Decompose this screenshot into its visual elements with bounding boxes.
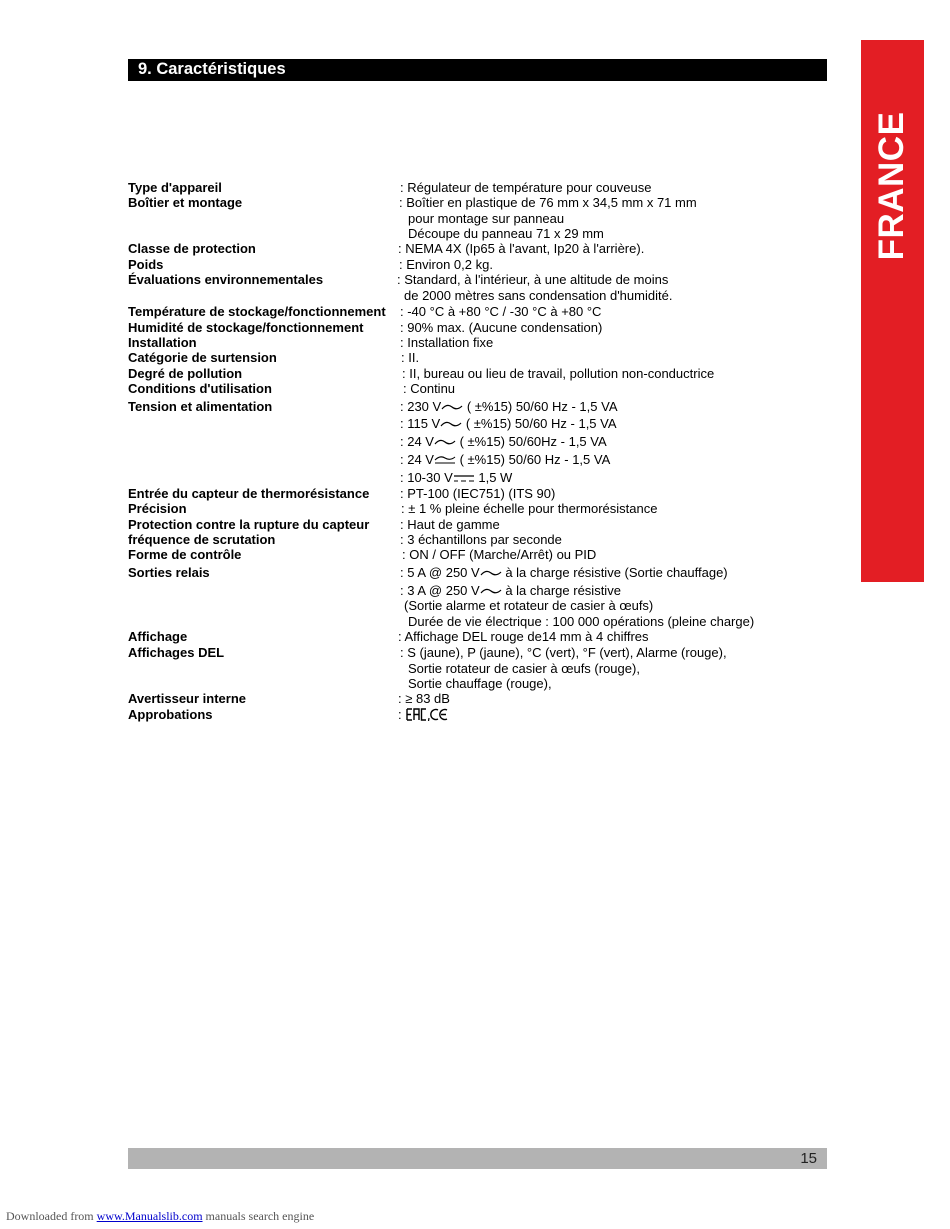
spec-value: Découpe du panneau 71 x 29 mm — [408, 226, 604, 241]
spec-value-text: : 24 V — [400, 434, 434, 449]
download-note-prefix: Downloaded from — [6, 1209, 97, 1223]
spec-value — [400, 470, 512, 486]
spec-label: Tension et alimentation — [128, 399, 273, 414]
spec-row-avertisseur — [0, 691, 950, 707]
ac-symbol-icon — [480, 586, 502, 596]
spec-row-boitier — [0, 195, 950, 211]
spec-row-temperature — [0, 304, 950, 320]
spec-label: Avertisseur interne — [128, 691, 247, 706]
spec-value-text: à la charge résistive (Sortie chauffage) — [501, 565, 728, 580]
spec-value: : NEMA 4X (Ip65 à l'avant, Ip20 à l'arrière). — [398, 241, 645, 256]
spec-value: : Standard, à l'intérieur, à une altitude de moins — [397, 272, 669, 287]
spec-row-relais-cont — [0, 598, 950, 614]
spec-row-relais — [0, 565, 950, 581]
spec-value-text: ( ±%15) 50/60 Hz - 1,5 VA — [463, 399, 618, 414]
spec-value: : ± 1 % pleine échelle pour thermorésistance — [401, 501, 658, 516]
spec-value — [400, 434, 607, 450]
dc-symbol-icon — [453, 473, 475, 483]
spec-value: : -40 °C à +80 °C / -30 °C à +80 °C — [400, 304, 602, 319]
spec-value — [400, 565, 728, 581]
spec-label: Affichage — [128, 629, 188, 644]
spec-row-boitier-cont — [0, 211, 950, 227]
spec-value-text: ( ±%15) 50/60 Hz - 1,5 VA — [455, 452, 611, 467]
spec-value-text: : 24 V — [400, 452, 434, 467]
download-note — [6, 1209, 314, 1224]
spec-row-forme — [0, 547, 950, 563]
ac-symbol-icon — [440, 419, 462, 429]
spec-label: Classe de protection — [128, 241, 256, 256]
spec-value: : ON / OFF (Marche/Arrêt) ou PID — [402, 547, 597, 562]
spec-value: : PT-100 (IEC751) (ITS 90) — [400, 486, 556, 501]
spec-row-affichage — [0, 629, 950, 645]
spec-value-text: à la charge résistive — [501, 583, 621, 598]
spec-value-text: : 115 V — [400, 416, 441, 431]
spec-value: pour montage sur panneau — [408, 211, 565, 226]
spec-value: Sortie chauffage (rouge), — [408, 676, 552, 691]
spec-value-text: : 5 A @ 250 V — [400, 565, 480, 580]
spec-row-protection — [0, 517, 950, 533]
spec-value-text: : — [398, 707, 402, 722]
ac-symbol-icon — [434, 437, 456, 447]
spec-row-frequence — [0, 532, 950, 548]
spec-value: : Environ 0,2 kg. — [399, 257, 493, 272]
spec-row-precision — [0, 501, 950, 517]
ac-symbol-icon — [480, 568, 502, 578]
spec-value — [400, 452, 610, 468]
spec-label: Conditions d'utilisation — [128, 381, 272, 396]
spec-row-affichages-del-cont — [0, 661, 950, 677]
manualslib-link[interactable]: www.Manualslib.com — [96, 1209, 203, 1223]
spec-label: Précision — [128, 501, 187, 516]
spec-row-tension-cont — [0, 434, 950, 450]
spec-value — [398, 707, 449, 723]
spec-value: : Installation fixe — [400, 335, 494, 350]
spec-label: Forme de contrôle — [128, 547, 242, 562]
spec-row-relais-cont — [0, 614, 950, 630]
spec-label: Évaluations environnementales — [128, 272, 324, 287]
spec-label: Entrée du capteur de thermorésistance — [128, 486, 370, 501]
spec-row-entree — [0, 486, 950, 502]
spec-label: Protection contre la rupture du capteur — [128, 517, 370, 532]
spec-value-text: : 230 V — [400, 399, 442, 414]
spec-value: : 3 échantillons par seconde — [400, 532, 562, 547]
spec-label: Affichages DEL — [128, 645, 225, 660]
download-note-suffix: manuals search engine — [202, 1209, 315, 1223]
spec-label: Approbations — [128, 707, 213, 722]
spec-value: : II. — [401, 350, 420, 365]
spec-value: : Haut de gamme — [400, 517, 500, 532]
spec-value: : S (jaune), P (jaune), °C (vert), °F (vert), Alarme (rouge), — [400, 645, 727, 660]
spec-row-tension-cont — [0, 416, 950, 432]
spec-row-boitier-cont — [0, 226, 950, 242]
spec-value — [400, 399, 618, 415]
spec-label: Température de stockage/fonctionnement — [128, 304, 386, 319]
spec-value: (Sortie alarme et rotateur de casier à œufs) — [404, 598, 654, 613]
spec-label: Catégorie de surtension — [128, 350, 277, 365]
spec-value: : Affichage DEL rouge de14 mm à 4 chiffres — [398, 629, 649, 644]
spec-label: fréquence de scrutation — [128, 532, 276, 547]
spec-value: Durée de vie électrique : 100 000 opérations (pleine charge) — [408, 614, 755, 629]
spec-value: de 2000 mètres sans condensation d'humidité. — [404, 288, 673, 303]
spec-value: : Régulateur de température pour couveuse — [400, 180, 652, 195]
spec-value — [400, 416, 617, 432]
page-number: 15 — [800, 1150, 817, 1167]
spec-row-type — [0, 180, 950, 196]
spec-value-text: ( ±%15) 50/60 Hz - 1,5 VA — [462, 416, 617, 431]
spec-label: Humidité de stockage/fonctionnement — [128, 320, 364, 335]
spec-row-poids — [0, 257, 950, 273]
ac-symbol-icon — [441, 402, 463, 412]
spec-row-affichages-del-cont — [0, 676, 950, 692]
spec-row-tension — [0, 399, 950, 415]
ac-dc-symbol-icon — [434, 455, 456, 465]
spec-row-tension-cont — [0, 470, 950, 486]
spec-value: Sortie rotateur de casier à œufs (rouge), — [408, 661, 640, 676]
spec-label: Poids — [128, 257, 164, 272]
spec-row-categorie — [0, 350, 950, 366]
spec-row-relais-cont — [0, 583, 950, 599]
spec-row-conditions — [0, 381, 950, 397]
spec-row-evaluations-cont — [0, 288, 950, 304]
spec-value-text: 1,5 W — [474, 470, 513, 485]
spec-row-humidite — [0, 320, 950, 336]
spec-value: : Continu — [403, 381, 456, 396]
spec-value: : II, bureau ou lieu de travail, pollution non-conductrice — [402, 366, 715, 381]
eac-ce-marks-icon — [405, 708, 449, 721]
spec-label: Installation — [128, 335, 197, 350]
spec-value: : ≥ 83 dB — [398, 691, 450, 706]
language-label: FRANCE — [872, 111, 911, 261]
spec-row-classe — [0, 241, 950, 257]
spec-label: Boîtier et montage — [128, 195, 243, 210]
spec-label: Degré de pollution — [128, 366, 243, 381]
spec-row-evaluations — [0, 272, 950, 288]
spec-row-approbations — [0, 707, 950, 723]
spec-label: Type d'appareil — [128, 180, 222, 195]
spec-row-affichages-del — [0, 645, 950, 661]
section-title: 9. Caractéristiques — [138, 60, 286, 78]
spec-value-text: : 3 A @ 250 V — [400, 583, 480, 598]
spec-value-text: : 10-30 V — [400, 470, 453, 485]
spec-value — [400, 583, 621, 599]
spec-row-tension-cont — [0, 452, 950, 468]
spec-value: : 90% max. (Aucune condensation) — [400, 320, 603, 335]
spec-value-text: ( ±%15) 50/60Hz - 1,5 VA — [455, 434, 607, 449]
spec-row-installation — [0, 335, 950, 351]
spec-label: Sorties relais — [128, 565, 210, 580]
footer-bar — [128, 1148, 827, 1169]
spec-row-pollution — [0, 366, 950, 382]
spec-value: : Boîtier en plastique de 76 mm x 34,5 mm x 71 mm — [399, 195, 697, 210]
